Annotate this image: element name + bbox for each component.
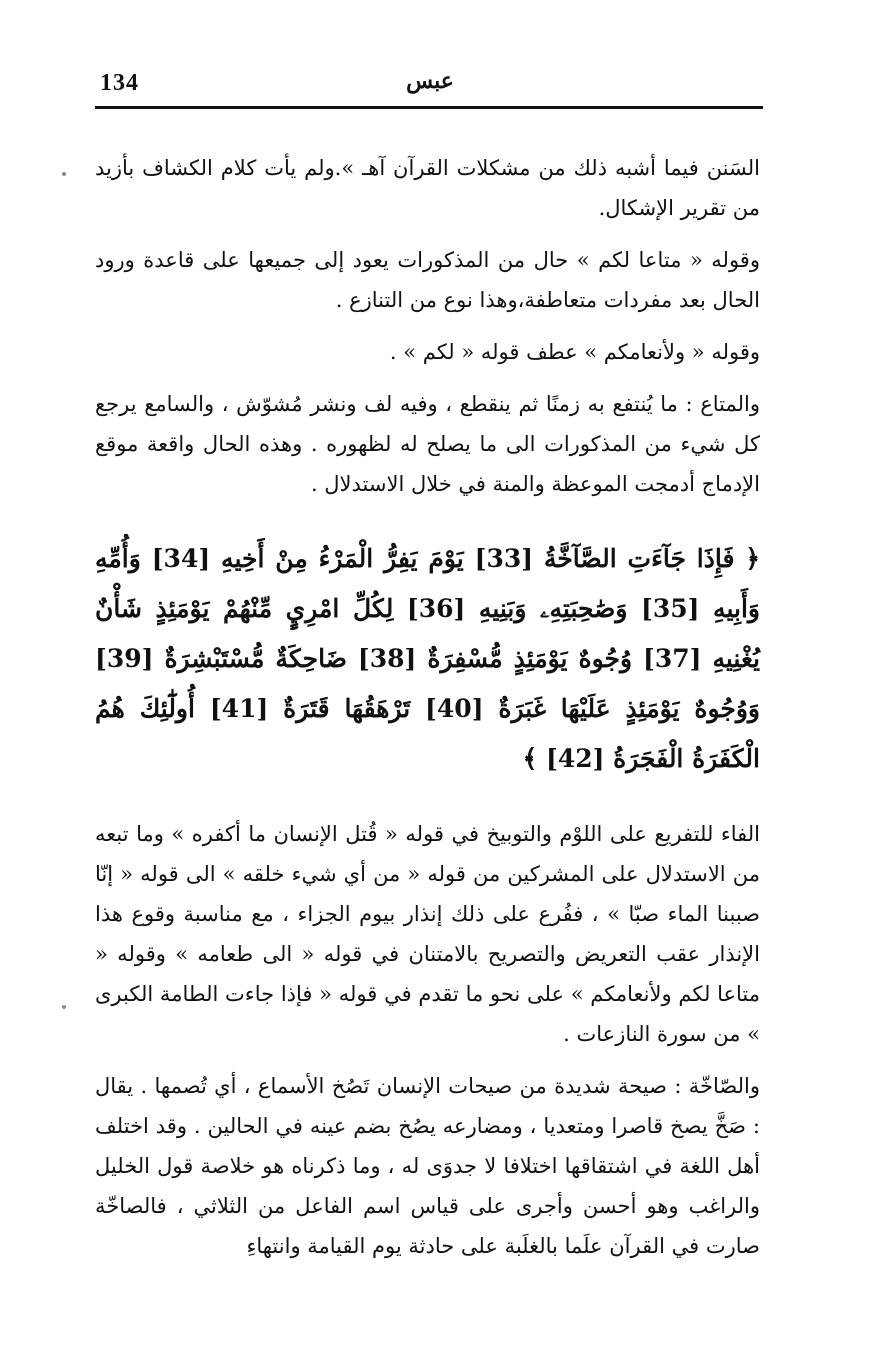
margin-dot [62, 1005, 66, 1009]
commentary-paragraph: الفاء للتفريع على اللوْم والتوبيخ في قوله « قُتل الإنسان ما أكفره » وما تبعه من الاستدلال على المشركين من قوله « من أي شيء خلقه » الى قوله « إنّا صببنا الماء صبّا » ، ففُرع على ذلك إنذار بيوم الجزاء ، مع مناسبة وقوع هذا الإنذار عقب التعريض والتصريح بالامتنان في قوله « الى طعامه » وقوله « متاعا لكم ولأنعامكم » على نحو ما تقدم في قوله « فإذا جاءت الطامة الكبرى » من سورة النازعات . [95, 822, 760, 1046]
page-body [95, 148, 760, 1266]
page-number: 134 [100, 70, 139, 96]
paragraph: والمتاع : ما يُنتفع به زمنًا ثم ينقطع ، وفيه لف ونشر مُشوّش ، والسامع يرجع كل شيء من المذكورات الى ما يصلح له لظهوره . وهذه الحال واقعة موقع الإدماج أدمجت الموعظة والمنة في خلال الاستدلال . [95, 392, 760, 496]
page-header [95, 62, 765, 106]
running-title: عبس [406, 68, 454, 94]
paragraph: السَنن فيما أشبه ذلك من مشكلات القرآن آهـ ».ولم يأت كلام الكشاف بأزيد من تقرير الإشكال. [95, 156, 760, 220]
commentary-paragraph: والصّاخّة : صيحة شديدة من صيحات الإنسان تَصُخ الأسماع ، أي تُصمها . يقال : صَخَّ يصخ قاصرا ومتعديا ، ومضارعه يصُخ بضم عينه في الحالين . وقد اختلف أهل اللغة في اشتقاقها اختلافا لا جدوَى له ، وما ذكرناه هو خلاصة قول الخليل والراغب وهو أحسن وأجرى على قياس اسم الفاعل من الثلاثي ، فالصاخّة صارت في القرآن علَما بالغلَبة على حادثة يوم القيامة وانتهاءِ [95, 1074, 760, 1258]
paragraph: وقوله « متاعا لكم » حال من المذكورات يعود إلى جميعها على قاعدة ورود الحال بعد مفردات متعاطفة،وهذا نوع من التنازع . [95, 248, 760, 312]
paragraph: وقوله « ولأنعامكم » عطف قوله « لكم » . [389, 340, 760, 364]
margin-dot [62, 172, 66, 176]
quran-verses: ﴿ فَإِذَا جَآءَتِ الصَّآخَّةُ [33] يَوْمَ يَفِرُّ الْمَرْءُ مِنْ أَخِيهِ [34] وَأُمِّهِ وَأَبِيهِ [35] وَصَٰحِبَتِهِۦ وَبَنِيهِ [36] لِكُلِّ امْرِيٍٕ مِّنْهُمْ يَوْمَئِذٍ شَأْنٌ يُغْنِيهِ [37] وُجُوهٌ يَوْمَئِذٍ مُّسْفِرَةٌ [38] ضَاحِكَةٌ مُّسْتَبْشِرَةٌ [39] وَوُجُوهٌ يَوْمَئِذٍ عَلَيْهَا غَبَرَةٌ [40] تَرْهَقُهَا قَتَرَةٌ [41] أُولَٰٓئِكَ هُمُ الْكَفَرَةُ الْفَجَرَةُ [42] ﴾ [95, 544, 760, 773]
header-divider [95, 106, 763, 109]
